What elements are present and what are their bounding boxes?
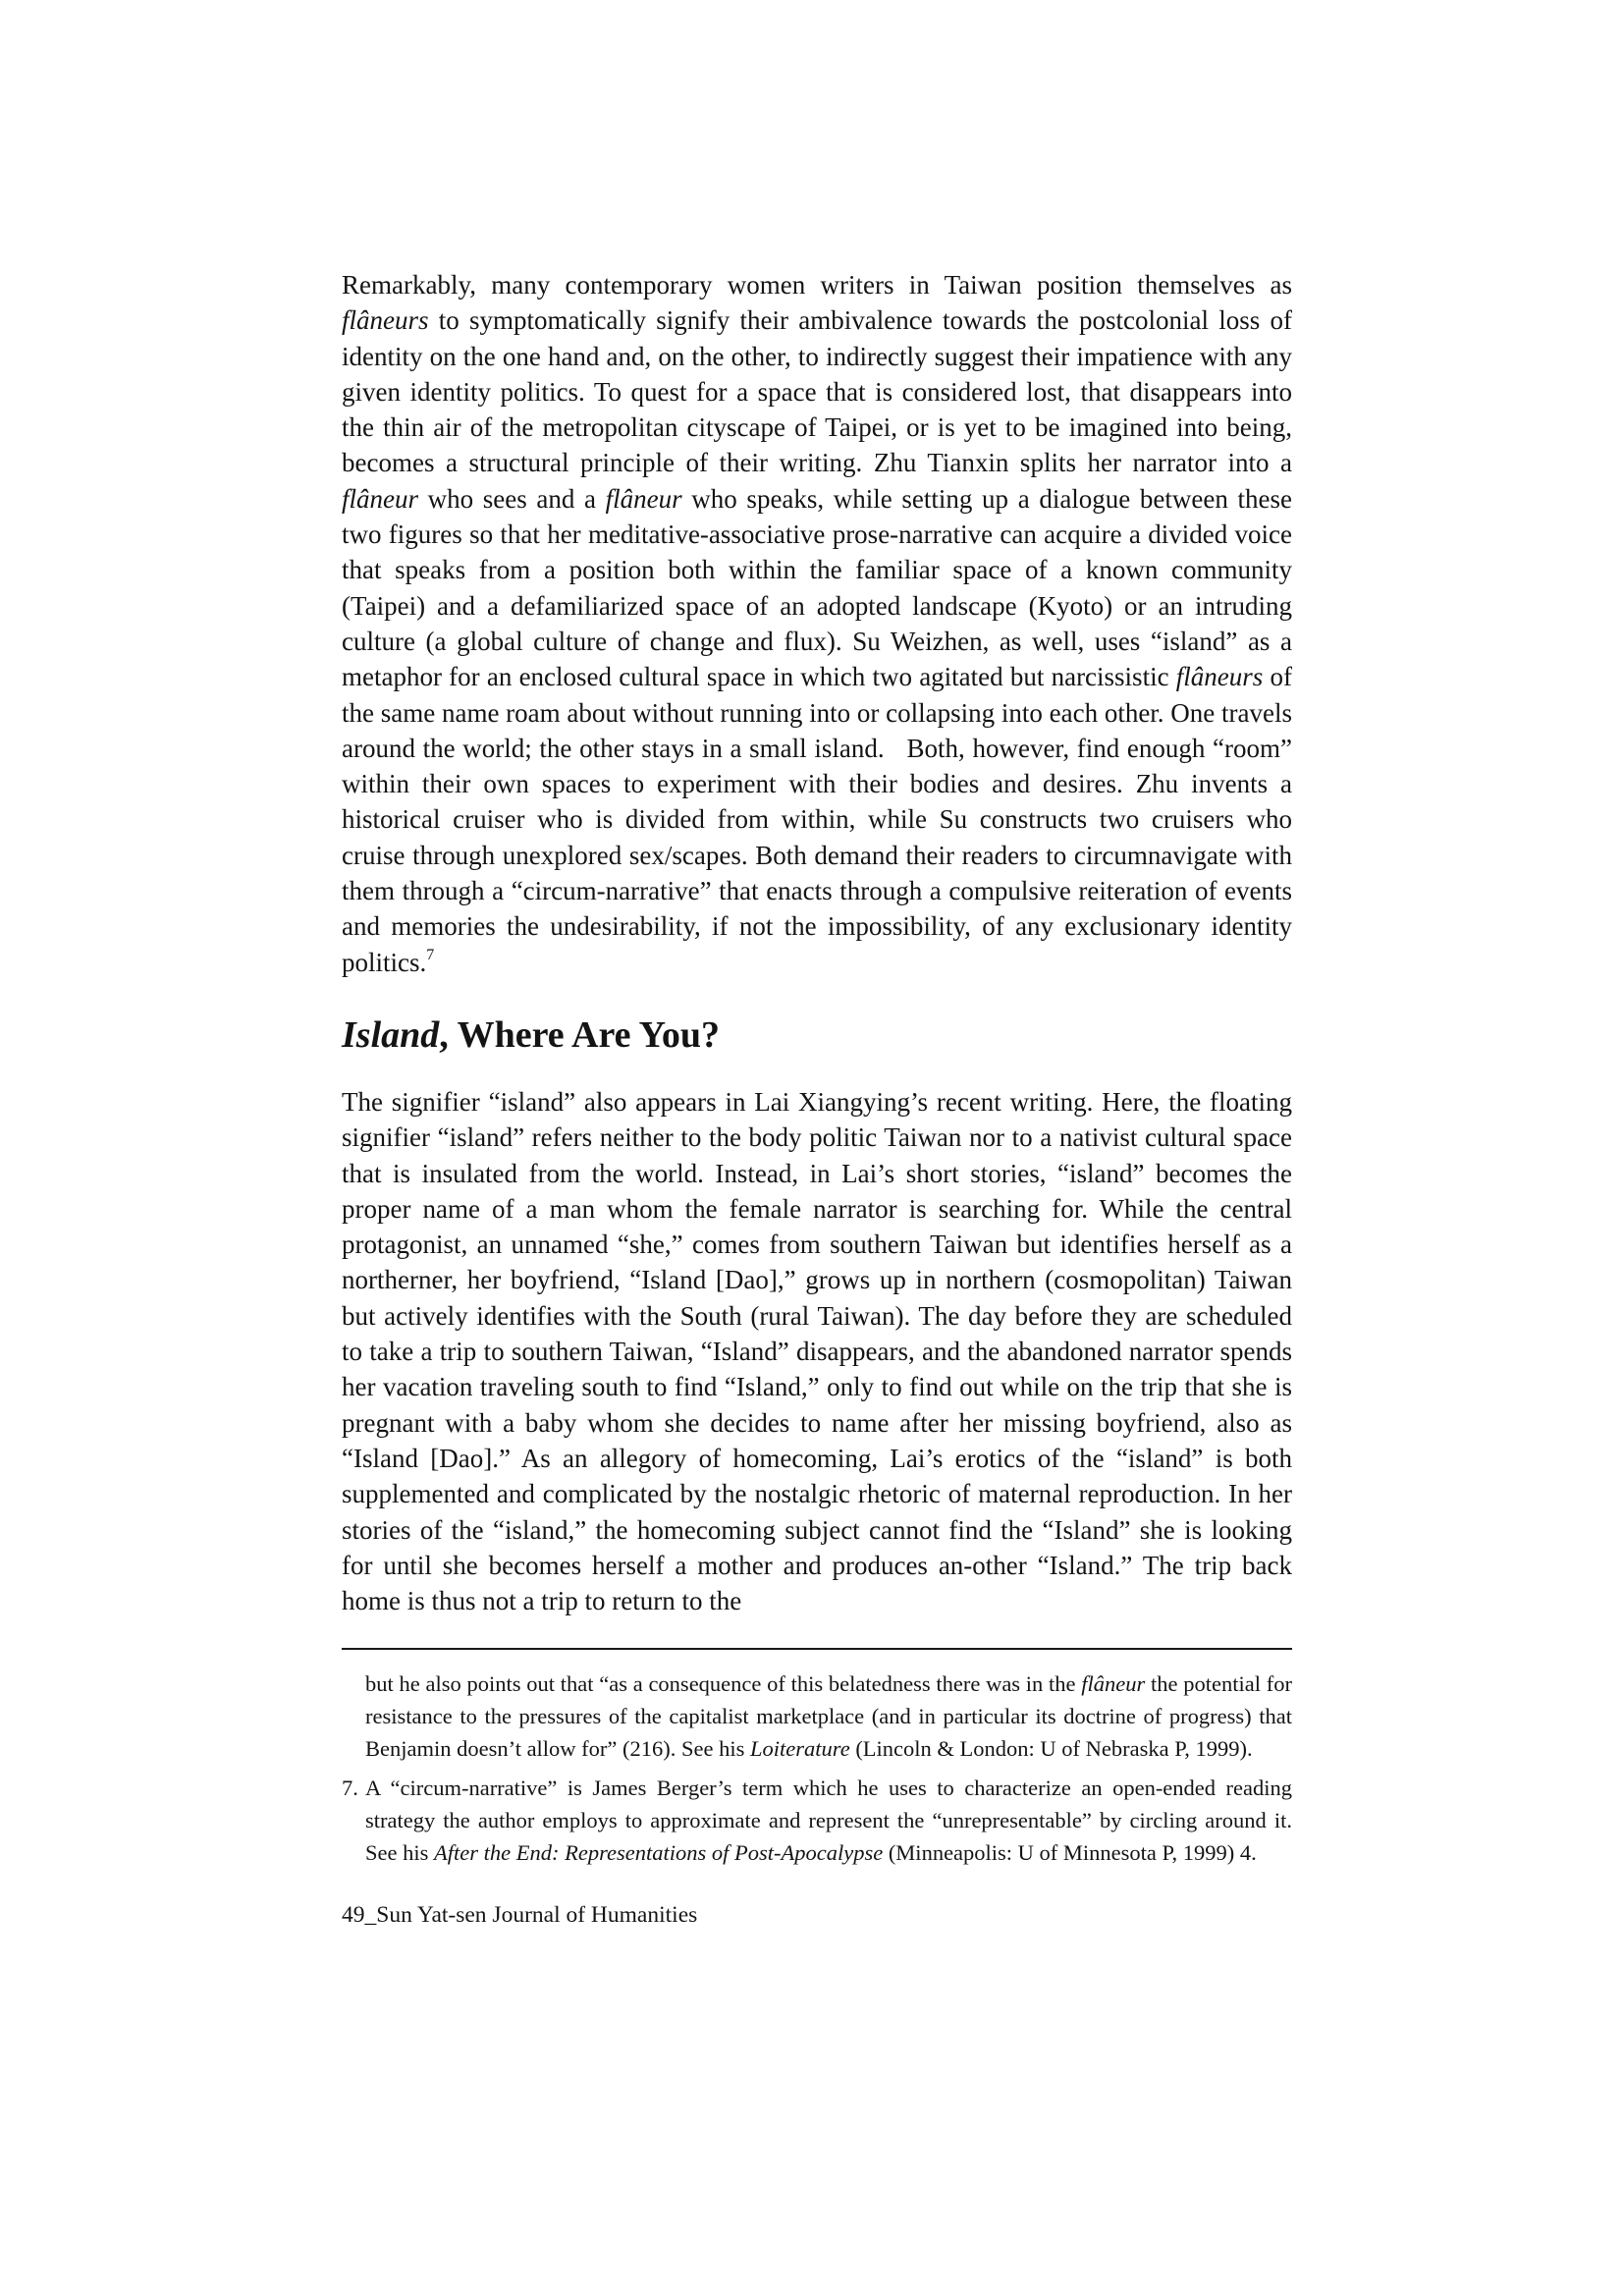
text-run: of the same name roam about without running into or collapsing into each other. One travels around the world; the other stays in a small island. Both, however, find enough “room” within their own spaces to experiment with their bodies and desires. Zhu invents a historical cruiser who is divided from within, while Su constructs two cruisers who cruise through unexplored sex/scapes. Both demand their readers to circumnavigate with them through a “circum-narrative” that enacts through a compulsive reiteration of events and memories the undesirability, if not the impossibility, of any exclusionary identity politics. xyxy=(342,662,1293,977)
text-run: to symptomatically signify their ambivalence towards the postcolonial loss of identity on the one hand and, on the other, to indirectly suggest their impatience with any given identity politics. To quest for a space that is considered lost, that disappears into the thin air of the metropolitan cityscape of Taipei, or is yet to be imagined into being, becomes a structural principle of their writing. Zhu Tianxin splits her narrator into a xyxy=(342,305,1292,478)
footnotes xyxy=(342,1667,1292,1869)
footnote-continued xyxy=(342,1667,1292,1765)
footnote-separator xyxy=(342,1648,1292,1650)
text-run: who sees and a xyxy=(418,483,606,514)
italic-term: flâneurs xyxy=(342,305,429,336)
text-run: but he also points out that “as a consequence of this belatedness there was in the xyxy=(365,1671,1082,1697)
footnote-reference[interactable]: 7 xyxy=(426,946,435,963)
page-content xyxy=(342,267,1292,1930)
section-heading-rest: , Where Are You? xyxy=(439,1013,720,1056)
text-run: who speaks, while setting up a dialogue between these two figures so that her meditative-associative prose-narrative can acquire a divided voice that speaks from a position both within the familiar space of a known community (Taipei) and a defamiliarized space of an adopted landscape (Kyoto) or an intruding culture (a global culture of change and flux). Su Weizhen, as well, uses “island” as a metaphor for an enclosed cultural space in which two agitated but narcissistic xyxy=(342,483,1292,692)
italic-term: flâneur xyxy=(342,483,418,514)
section-heading-italic: Island xyxy=(342,1013,440,1056)
italic-term: flâneur xyxy=(1081,1671,1146,1697)
footnote-7 xyxy=(342,1772,1292,1869)
text-run: A “circum-narrative” is James Berger’s term which he uses to characterize an open-ended reading strategy the author employs to approximate and represent the “unrepresentable” by circling around it. See his xyxy=(365,1776,1292,1866)
italic-term: flâneur xyxy=(605,483,682,514)
section-heading xyxy=(342,1013,1292,1057)
book-title: Loiterature xyxy=(750,1736,850,1762)
italic-term: flâneurs xyxy=(1175,662,1264,692)
text-run: (Minneapolis: U of Minnesota P, 1999) 4. xyxy=(883,1840,1257,1866)
footnote-number: 7. xyxy=(342,1776,358,1801)
book-title: After the End: Representations of Post-Apocalypse xyxy=(434,1840,884,1866)
text-run: the potential for resistance to the pressures of the capitalist marketplace (and in particular its doctrine of progress) that Benjamin doesn’t allow for” (216). See his xyxy=(365,1671,1292,1762)
text-run: Remarkably, many contemporary women writers in Taiwan position themselves as xyxy=(342,270,1292,300)
body-paragraph-2: The signifier “island” also appears in Lai Xiangying’s recent writing. Here, the floating signifier “island” refers neither to the body politic Taiwan nor to a nativist cultural space that is insulated from the world. Instead, in Lai’s short stories, “island” becomes the proper name of a man whom the female narrator is searching for. While the central protagonist, an unnamed “she,” comes from southern Taiwan but identifies herself as a northerner, her boyfriend, “Island [Dao],” grows up in northern (cosmopolitan) Taiwan but actively identifies with the South (rural Taiwan). The day before they are scheduled to take a trip to southern Taiwan, “Island” disappears, and the abandoned narrator spends her vacation traveling south to find “Island,” only to find out while on the trip that she is pregnant with a baby whom she decides to name after her missing boyfriend, also as “Island [Dao].” As an allegory of homecoming, Lai’s erotics of the “island” is both supplemented and complicated by the nostalgic rhetoric of maternal reproduction. In her stories of the “island,” the homecoming subject cannot find the “Island” she is looking for until she becomes herself a mother and produces an-other “Island.” The trip back home is thus not a trip to return to the xyxy=(342,1086,1292,1616)
text-run: (Lincoln & London: U of Nebraska P, 1999). xyxy=(849,1736,1253,1762)
page-folio: 49_Sun Yat-sen Journal of Humanities xyxy=(342,1902,698,1929)
body-paragraph xyxy=(342,267,1292,980)
